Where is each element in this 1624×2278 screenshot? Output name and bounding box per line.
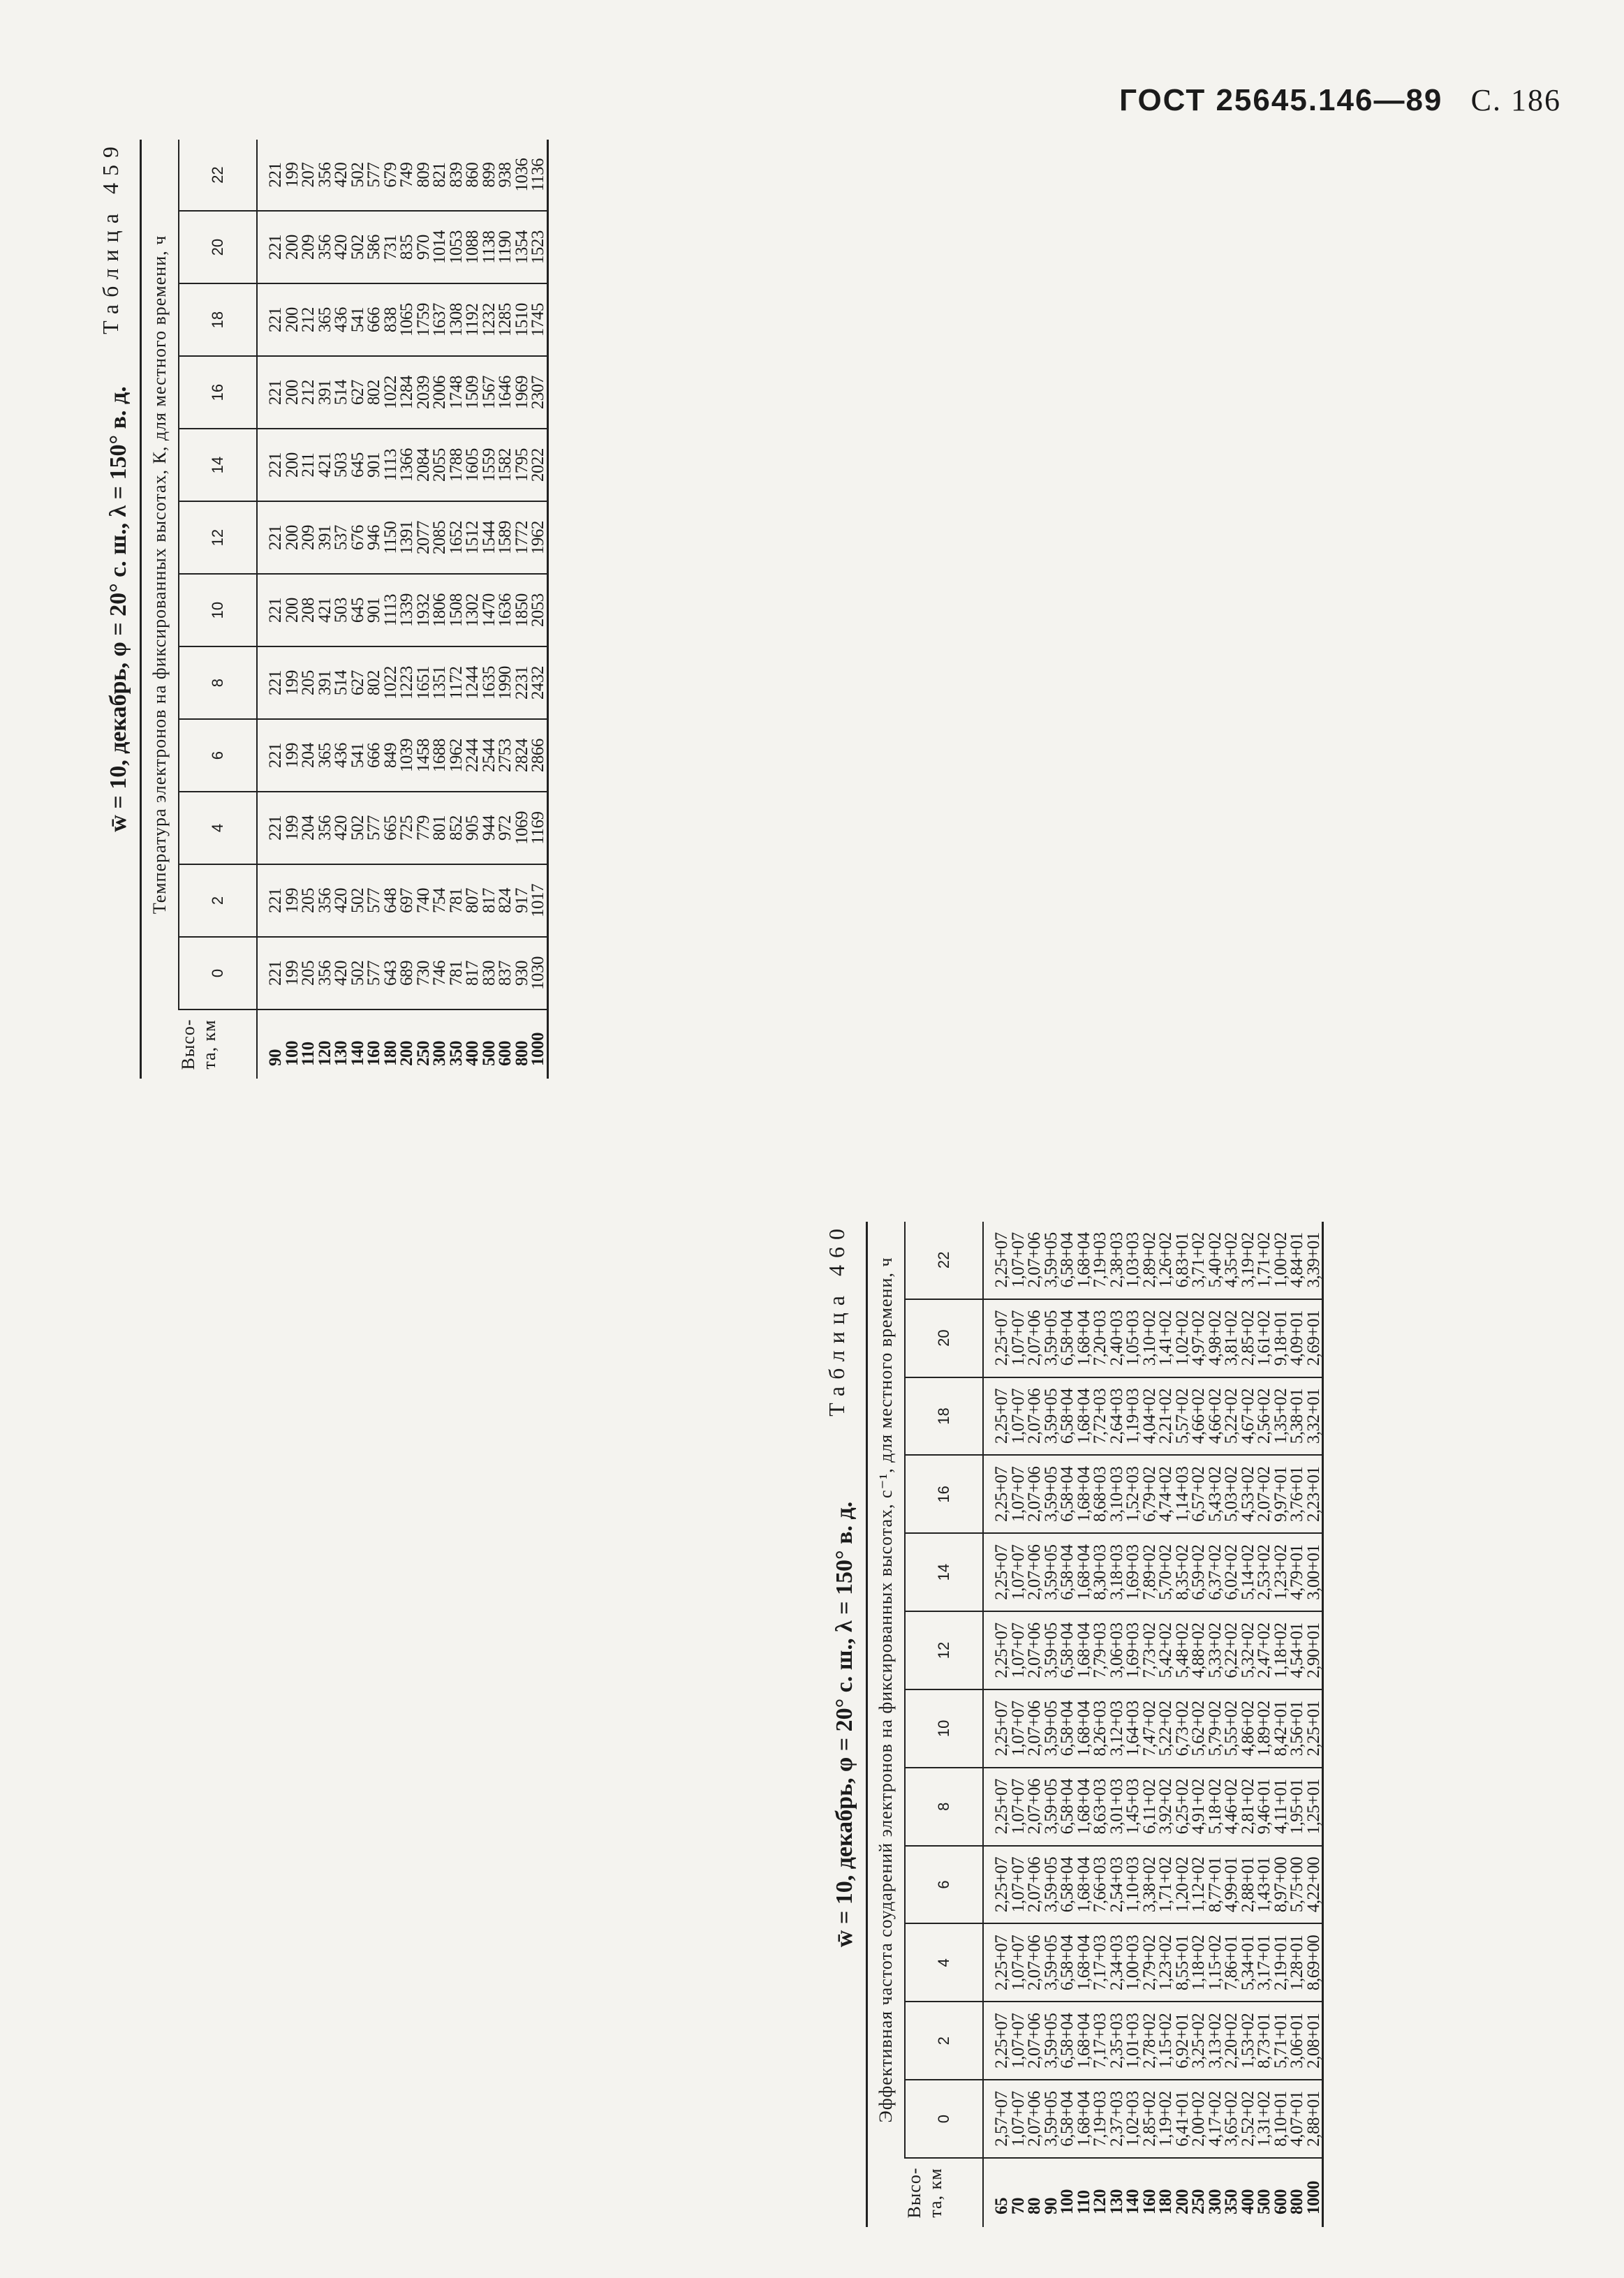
group-header: Эффективная частота соударений электронов на фиксированных высотах, с⁻¹, для местного времени, ч xyxy=(867,1222,906,2158)
value-column: 221 199 205 356 420 502 577 643 689 730 746 781 817 830 837 930 1030 xyxy=(257,937,547,1009)
hours-row xyxy=(905,1222,983,2227)
hour-header: 16 xyxy=(905,1455,983,1533)
hour-header: 4 xyxy=(179,792,257,864)
table-conditions: w̄ = 10, декабрь, φ = 20° с. ш., λ = 150° в. д. xyxy=(832,1501,857,1948)
hour-header: 20 xyxy=(179,211,257,283)
hour-header: 18 xyxy=(905,1377,983,1456)
hour-header: 14 xyxy=(905,1533,983,1611)
value-column: 2,25+07 1,07+07 2,07+06 3,59+05 6,58+04 1,68+04 7,66+03 2,54+03 1,10+03 3,38+02 1,71+02 1,20+02 1,12+02 8,77+01 4,99+01 2,88+01 1,43+01 8,97+00 5,75+00 4,22+00 xyxy=(983,1846,1323,1924)
value-column: 2,25+07 1,07+07 2,07+06 3,59+05 6,58+04 1,68+04 7,19+03 2,38+03 1,03+03 2,89+02 1,26+02 6,83+01 3,71+02 5,40+02 4,35+02 3,19+02 1,71+02 1,00+02 4,84+01 3,39+01 xyxy=(983,1222,1323,1299)
hour-header: 12 xyxy=(179,501,257,574)
hour-header: 8 xyxy=(905,1768,983,1846)
hour-header: 18 xyxy=(179,283,257,356)
altitude-column: 90 100 110 120 130 140 160 180 200 250 300 350 400 500 600 800 1000 xyxy=(266,1033,547,1066)
hour-header: 6 xyxy=(905,1846,983,1924)
value-column: 2,25+07 1,07+07 2,07+06 3,59+05 6,58+04 1,68+04 8,26+03 3,12+03 1,64+03 7,47+02 5,22+02 6,73+02 5,62+02 5,79+02 5,55+02 4,86+02 1,89+02 8,42+01 3,56+01 2,25+01 xyxy=(983,1689,1323,1768)
group-header: Температура электронов на фиксированных высотах, К, для местного времени, ч xyxy=(141,140,179,1009)
value-column: 221 199 204 365 436 541 666 849 1039 1458 1688 1962 2244 2544 2753 2824 2866 xyxy=(257,719,547,792)
value-column: 2,25+07 1,07+07 2,07+06 3,59+05 6,58+04 1,68+04 8,68+03 3,10+03 1,52+03 6,79+02 4,74+02 1,14+03 6,57+02 5,43+02 5,03+02 4,53+02 2,07+02 9,97+01 3,76+01 2,23+01 xyxy=(983,1455,1323,1533)
altitude-header: Высо-та, км xyxy=(141,1009,258,1079)
hours-row xyxy=(179,140,257,1079)
hour-header: 22 xyxy=(905,1222,983,1299)
value-column: 221 200 209 356 420 502 586 731 835 970 1014 1053 1088 1138 1190 1354 1523 xyxy=(257,211,547,283)
hour-header: 16 xyxy=(179,356,257,429)
table-460 xyxy=(866,1222,1324,2227)
hour-header: 6 xyxy=(179,719,257,792)
hour-header: 0 xyxy=(179,937,257,1009)
value-column: 221 200 208 421 503 645 901 1113 1339 1932 1806 1508 1302 1470 1636 1850 2053 xyxy=(257,574,547,646)
table-conditions: w̄ = 10, декабрь, φ = 20° с. ш., λ = 150° в. д. xyxy=(105,386,131,832)
altitude-header: Высо-та, км xyxy=(867,2158,984,2227)
value-column: 221 200 211 421 503 645 901 1113 1366 2084 2055 1788 1605 1559 1582 1795 2022 xyxy=(257,429,547,501)
hour-header: 2 xyxy=(905,2002,983,2080)
table-460-frame xyxy=(824,1222,1522,2227)
hour-header: 12 xyxy=(905,1611,983,1689)
hour-header: 14 xyxy=(179,429,257,501)
hour-header: 0 xyxy=(905,2080,983,2158)
standard-number: ГОСТ 25645.146—89 xyxy=(1119,83,1443,117)
value-column: 2,57+07 1,07+07 2,07+06 3,59+05 6,58+04 1,68+04 7,19+03 2,37+03 1,02+03 2,85+02 1,19+02 6,41+01 2,00+02 4,17+02 3,65+02 2,52+02 1,31+02 8,10+01 4,07+01 2,88+01 xyxy=(983,2080,1323,2158)
value-column: 2,25+07 1,07+07 2,07+06 3,59+05 6,58+04 1,68+04 7,20+03 2,40+03 1,05+03 3,10+02 1,41+02 1,02+02 4,97+02 4,98+02 3,81+02 2,85+02 1,61+02 9,18+01 4,09+01 2,69+01 xyxy=(983,1299,1323,1377)
value-column: 221 199 204 356 420 502 577 665 725 779 801 852 905 944 972 1069 1169 xyxy=(257,792,547,864)
value-column: 2,25+07 1,07+07 2,07+06 3,59+05 6,58+04 1,68+04 7,17+03 2,34+03 1,00+03 2,79+02 1,23+02 8,55+01 1,18+02 1,15+02 7,86+01 5,34+01 3,17+01 2,19+01 1,28+01 8,69+00 xyxy=(983,1923,1323,2002)
hour-header: 2 xyxy=(179,864,257,937)
value-column: 2,25+07 1,07+07 2,07+06 3,59+05 6,58+04 1,68+04 7,17+03 2,35+03 1,01+03 2,78+02 1,15+02 6,92+01 3,25+02 3,13+02 2,20+02 1,53+02 8,73+01 5,71+01 3,06+01 2,08+01 xyxy=(983,2002,1323,2080)
value-column: 221 199 205 356 420 502 577 648 697 740 754 781 807 817 824 917 1017 xyxy=(257,864,547,937)
hour-header: 8 xyxy=(179,646,257,719)
value-column: 2,25+07 1,07+07 2,07+06 3,59+05 6,58+04 1,68+04 7,72+03 2,64+03 1,19+03 4,04+02 2,21+02 5,57+02 4,66+02 4,66+02 5,22+02 4,67+02 2,56+02 1,35+02 5,38+01 3,32+01 xyxy=(983,1377,1323,1456)
value-column: 221 200 212 391 514 627 802 1022 1284 2039 2006 1748 1509 1567 1646 1969 2307 xyxy=(257,356,547,429)
value-column: 2,25+07 1,07+07 2,07+06 3,59+05 6,58+04 1,68+04 8,30+03 3,18+03 1,69+03 7,89+02 5,70+02 8,35+02 6,59+02 6,37+02 6,02+02 5,14+02 2,53+02 1,23+02 4,79+01 3,00+01 xyxy=(983,1533,1323,1611)
table-body-row xyxy=(983,1222,1323,2227)
table-459-frame xyxy=(98,140,751,1079)
value-column: 2,25+07 1,07+07 2,07+06 3,59+05 6,58+04 1,68+04 8,63+03 3,01+03 1,45+03 6,11+02 3,92+02 6,25+02 4,91+02 5,18+02 4,46+02 2,81+02 9,46+01 4,11+01 1,95+01 1,25+01 xyxy=(983,1768,1323,1846)
table-459 xyxy=(140,140,549,1079)
table-body-row xyxy=(257,140,547,1079)
table-label: Таблица 460 xyxy=(824,1222,849,1417)
hour-header: 10 xyxy=(905,1689,983,1768)
hour-header: 22 xyxy=(179,140,257,211)
altitude-column: 65 70 80 90 100 110 120 130 140 160 180 200 250 300 350 400 500 600 800 1000 xyxy=(992,2181,1323,2214)
value-column: 221 200 212 365 436 541 666 838 1065 1759 1637 1308 1192 1232 1285 1510 1745 xyxy=(257,283,547,356)
hour-header: 4 xyxy=(905,1923,983,2002)
hour-header: 20 xyxy=(905,1299,983,1377)
table-label: Таблица 459 xyxy=(98,140,123,334)
value-column: 221 199 207 356 420 502 577 679 749 809 821 839 860 899 938 1036 1136 xyxy=(257,140,547,211)
hour-header: 10 xyxy=(179,574,257,646)
value-column: 221 200 209 391 537 676 946 1150 1391 2077 2085 1652 1512 1544 1589 1772 1962 xyxy=(257,501,547,574)
value-column: 2,25+07 1,07+07 2,07+06 3,59+05 6,58+04 1,68+04 7,79+03 3,06+03 1,69+03 7,73+02 5,42+02 5,48+02 4,88+02 5,33+02 6,22+02 5,32+02 2,47+02 1,18+02 4,54+01 2,90+01 xyxy=(983,1611,1323,1689)
page-number: С. 186 xyxy=(1470,83,1561,117)
value-column: 221 199 205 391 514 627 802 1022 1223 1651 1351 1172 1244 1635 1990 2231 2432 xyxy=(257,646,547,719)
page-header xyxy=(1119,82,1561,118)
